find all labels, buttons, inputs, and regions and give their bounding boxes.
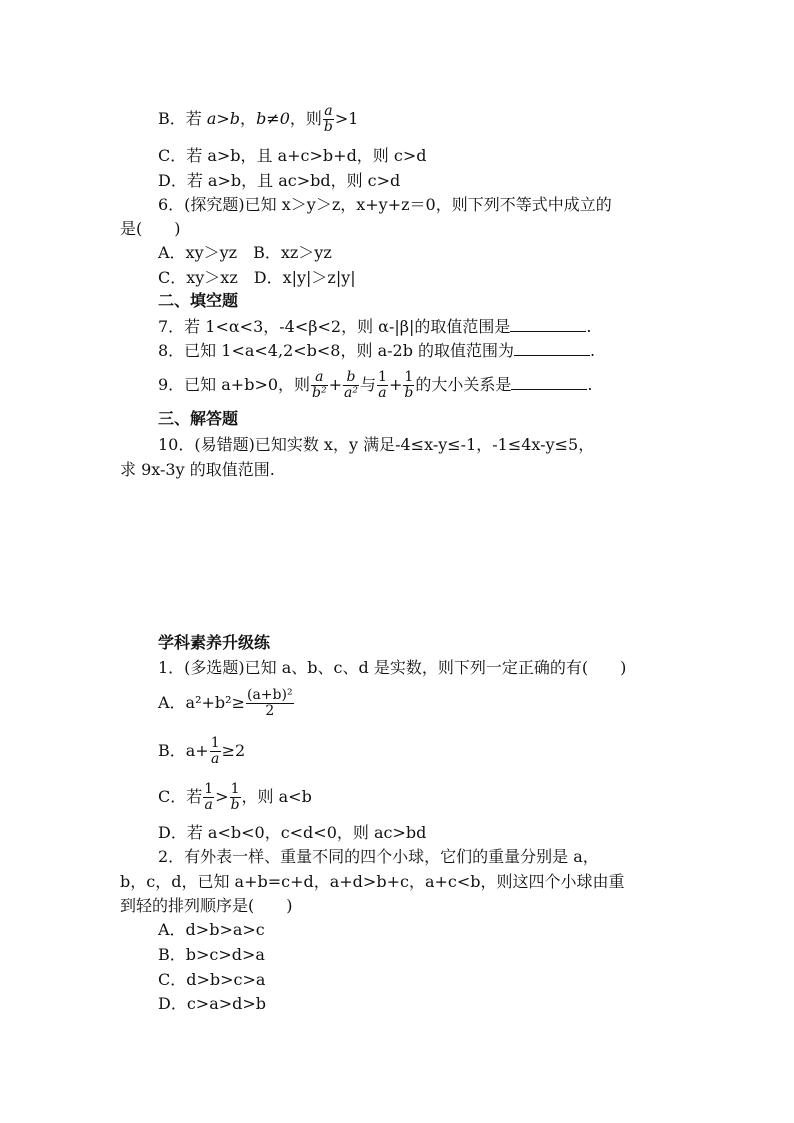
option-b-suffix: ≥2 <box>221 741 246 760</box>
upgrade-q2-line3: 到轻的排列顺序是( ) <box>120 896 293 915</box>
q6-options-ab: A．xy＞yz B．xz＞yz <box>158 243 332 262</box>
upgrade-q1-option-c <box>158 782 312 813</box>
upgrade-q2-line2: b，c，d，已知 a+b=c+d，a+d>b+c，a+c<b，则这四个小球由重 <box>120 872 625 891</box>
q7 <box>158 315 592 338</box>
q9-fraction-2 <box>343 370 359 401</box>
fraction-denominator: a² <box>344 385 358 401</box>
q5-b-sep: ， <box>240 109 257 128</box>
fraction-denominator: b <box>230 797 240 813</box>
q9-fraction-1 <box>311 370 328 401</box>
fraction-numerator: a <box>324 103 333 119</box>
answer-blank <box>514 339 590 356</box>
q5-b-fraction <box>323 104 334 135</box>
q10-line2: 求 9x-3y 的取值范围. <box>120 460 275 479</box>
q9-fraction-4 <box>403 370 414 401</box>
upgrade-q2-option-d: D．c>a>d>b <box>158 994 267 1013</box>
fraction-numerator: b <box>343 370 359 386</box>
fraction-numerator: 1 <box>204 781 214 797</box>
fill-in-heading: 二、填空题 <box>158 291 239 310</box>
answer-blank <box>510 315 586 332</box>
q9-prefix: 9．已知 a+b>0，则 <box>158 375 311 394</box>
period: . <box>587 375 593 394</box>
q9-fraction-3 <box>377 370 388 401</box>
fraction-numerator: 1 <box>210 735 220 751</box>
period: . <box>590 341 596 360</box>
q9-suffix: 的大小关系是 <box>415 375 512 394</box>
option-c-prefix: C．若 <box>158 787 203 806</box>
q5-option-c: C．若 a>b，且 a+c>b+d，则 c>d <box>158 146 427 165</box>
fraction-numerator: 1 <box>378 369 387 385</box>
upgrade-heading: 学科素养升级练 <box>158 633 271 652</box>
fraction-denominator: b <box>404 385 414 401</box>
q5-b-then: ，则 <box>289 109 322 128</box>
upgrade-q2-option-c: C．d>b>c>a <box>158 970 266 989</box>
q5-b-prefix: B．若 <box>158 109 207 128</box>
upgrade-q1-stem: 1．(多选题)已知 a、b、c、d 是实数，则下列一定正确的有( ) <box>158 658 627 677</box>
q9 <box>158 370 592 401</box>
upgrade-q1-option-d: D．若 a<b<0，c<d<0，则 ac>bd <box>158 823 427 842</box>
option-c-fraction-2 <box>230 782 241 813</box>
q9-and: 与 <box>360 375 377 394</box>
q7-text: 7．若 1<α<3，-4<β<2，则 α-|β|的取值范围是 <box>158 317 511 336</box>
q10-line1: 10．(易错题)已知实数 x，y 满足-4≤x-y≤-1，-1≤4x-y≤5， <box>158 435 595 454</box>
option-a-fraction <box>246 688 294 719</box>
upgrade-q1-option-b <box>158 736 245 767</box>
q6-options-cd: C．xy＞xz D．x|y|＞z|y| <box>158 268 356 287</box>
q8 <box>158 339 595 362</box>
fraction-numerator: 1 <box>230 781 240 797</box>
fraction-denominator: a <box>211 751 220 767</box>
option-c-fraction-1 <box>203 782 214 813</box>
fraction-denominator: a <box>204 797 213 813</box>
upgrade-q2-option-b: B．b>c>d>a <box>158 945 265 964</box>
fraction-denominator: b <box>323 119 333 135</box>
q8-text: 8．已知 1<a<4,2<b<8，则 a-2b 的取值范围为 <box>158 341 515 360</box>
fraction-denominator: b² <box>312 385 327 401</box>
fraction-denominator: 2 <box>265 703 275 719</box>
option-c-suffix: ，则 a<b <box>241 787 312 806</box>
fraction-denominator: a <box>378 385 387 401</box>
q5-option-b <box>158 104 358 135</box>
q6-stem-line1: 6．(探究题)已知 x＞y＞z，x+y+z＝0，则下列不等式中成立的 <box>158 195 612 214</box>
fraction-numerator: (a+b)² <box>246 687 293 703</box>
greater-sign: > <box>215 787 229 806</box>
q5-b-cond2: b≠0 <box>256 109 290 128</box>
option-b-prefix: B．a+ <box>158 741 209 760</box>
plus-sign: + <box>328 375 343 394</box>
period: . <box>586 317 592 336</box>
fraction-numerator: a <box>311 370 328 386</box>
plus-sign: + <box>388 375 403 394</box>
option-b-fraction <box>210 736 221 767</box>
answer-blank <box>511 373 587 390</box>
answer-heading: 三、解答题 <box>158 409 239 428</box>
fraction-numerator: 1 <box>404 369 414 385</box>
option-a-prefix: A．a²+b²≥ <box>158 693 245 712</box>
q5-option-d: D．若 a>b，且 ac>bd，则 c>d <box>158 171 401 190</box>
q6-stem-line2: 是( ) <box>120 219 181 238</box>
upgrade-q2-option-a: A．d>b>a>c <box>158 920 265 939</box>
q5-b-tail: >1 <box>334 109 359 128</box>
q5-b-cond1: a>b <box>206 109 241 128</box>
upgrade-q2-line1: 2．有外表一样、重量不同的四个小球，它们的重量分别是 a， <box>158 847 599 866</box>
upgrade-q1-option-a <box>158 688 295 719</box>
